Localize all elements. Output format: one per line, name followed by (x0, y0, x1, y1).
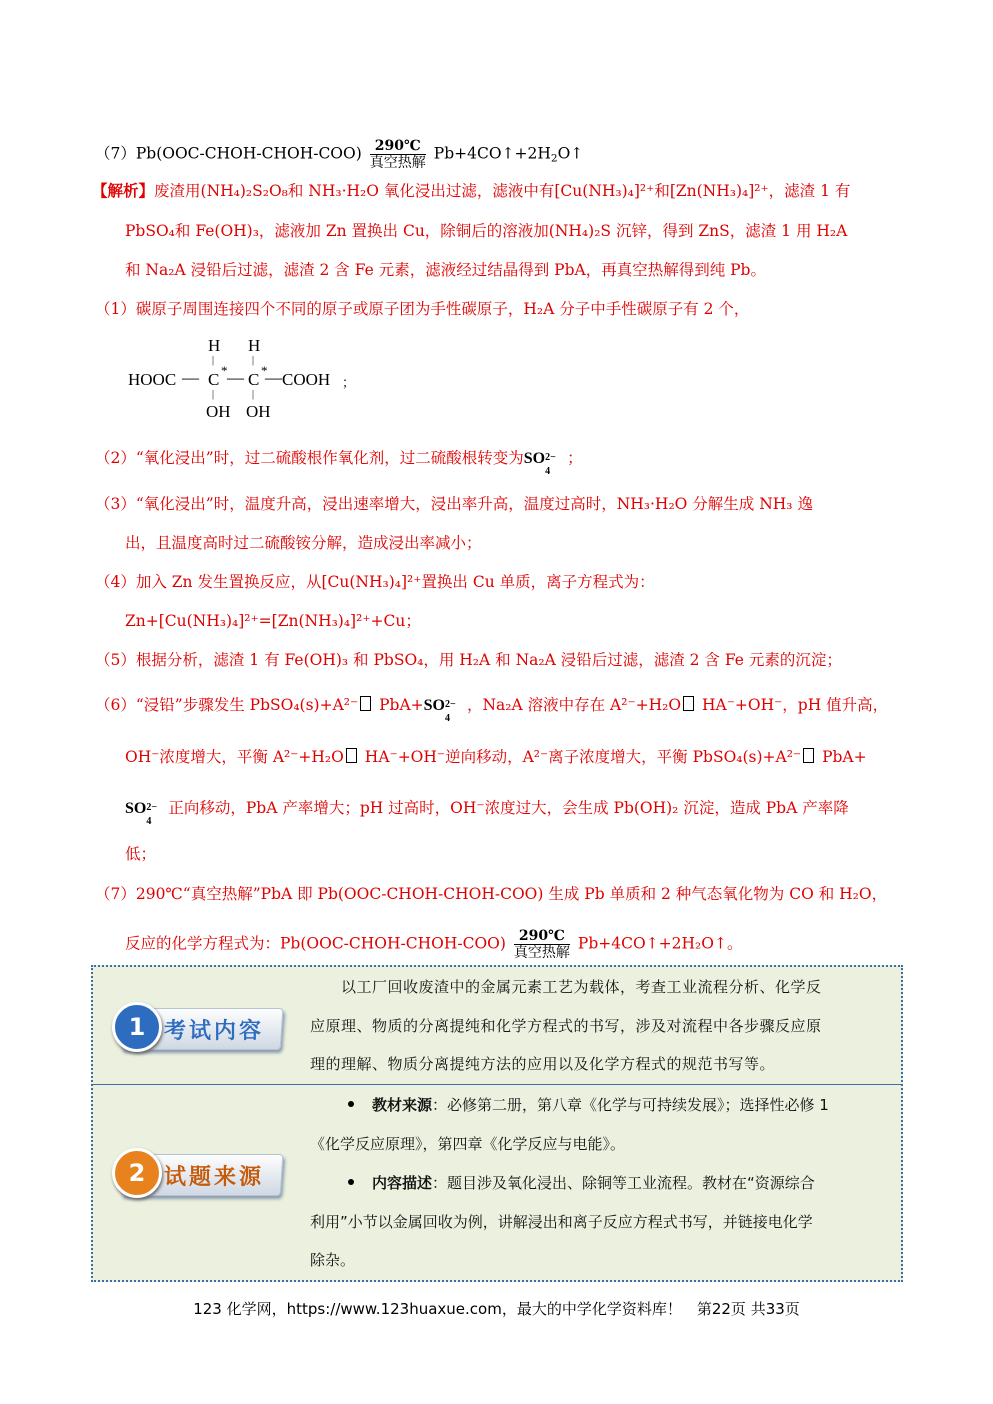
punctuation: ； (342, 375, 356, 390)
sulfate-ion (523, 450, 567, 477)
bullet-icon (348, 1101, 354, 1107)
analysis-text: 废渣用(NH₄)₂S₂O₈和 NH₃·H₂O 氧化浸出过滤，滤液中有[Cu(NH₃)₄]²⁺和[Zn(NH₃)₄]²⁺，滤渣 1 有 (154, 182, 851, 200)
page-footer: 123 化学网，https://www.123huaxue.com，最大的中学化学资料库！ 第22页 共33页 (193, 1300, 800, 1318)
badge-number: 2 (112, 1148, 162, 1198)
chiral-carbon: C (248, 370, 260, 389)
analysis-line-1 (92, 180, 850, 202)
ion-base: SO (423, 697, 445, 714)
group-hooc: HOOC (128, 370, 177, 389)
ion-base: SO (125, 800, 147, 817)
condition-method: 真空热解 (369, 155, 426, 171)
answer-7-line-1: （7）290℃“真空热解”PbA 即 Pb(OOC-CHOH-CHOH-COO) 生成 Pb 单质和 2 种气态氧化物为 CO 和 H₂O， (95, 885, 888, 903)
equation-end: O↑ (557, 144, 584, 163)
badge-number: 1 (112, 1002, 162, 1052)
desc-text: ：题目涉及氧化浸出、除铜等工业流程。教材在“资源综合 (432, 1174, 815, 1192)
condition-temp: 290℃ (514, 928, 570, 945)
sulfate-ion (423, 697, 467, 724)
badge-question-source (112, 1148, 280, 1198)
answer-text: （2）“氧化浸出”时，过二硫酸根作氧化剂，过二硫酸根转变为 (95, 449, 524, 467)
answer-3-line-1: （3）“氧化浸出”时，温度升高，浸出速率增大，浸出率升高，温度过高时，NH₃·H₂O 分解生成 NH₃ 逸 (95, 495, 813, 513)
info-box-divider (91, 1084, 903, 1085)
bond-line: — (182, 368, 199, 387)
exam-content-line-3: 理的理解、物质分离提纯方法的应用以及化学方程式的规范书写等。 (310, 1055, 776, 1073)
equation-reactant: （7）Pb(OOC-CHOH-CHOH-COO) (95, 144, 362, 163)
equation-7 (95, 138, 583, 171)
answer-text: HA⁻+OH⁻逆向移动，A²⁻离子浓度增大，平衡 PbSO₄(s)+A²⁻ (364, 748, 802, 766)
answer-text: OH⁻浓度增大，平衡 A²⁻+H₂O (125, 748, 344, 766)
answer-2: （2）“氧化浸出”时，过二硫酸根作氧化剂，过二硫酸根转变为SO 2− 4 ； (95, 449, 583, 477)
equation-products: Pb+4CO↑+2H (433, 144, 551, 163)
bond-line: | (212, 389, 215, 400)
bond-line: — (227, 368, 244, 387)
answer-6-line-3 (125, 797, 849, 827)
source-label: 教材来源 (372, 1096, 433, 1114)
answer-text: Pb+4CO↑+2H₂O↑。 (577, 934, 743, 953)
answer-text: 正向移动，PbA 产率增大；pH 过高时，OH⁻浓度过大，会生成 Pb(OH)₂ 沉淀，造成 PbA 产率降 (168, 799, 849, 817)
answer-text: PbA+ (379, 696, 424, 714)
chiral-mark: * (261, 363, 268, 378)
ion-charge: 2− (444, 699, 456, 710)
desc-label: 内容描述 (372, 1174, 433, 1192)
answer-6-line-4: 低； (125, 845, 157, 863)
source-line-1 (348, 1094, 829, 1116)
answer-1: （1）碳原子周围连接四个不同的原子或原子团为手性碳原子，H₂A 分子中手性碳原子有 2 个， (95, 300, 750, 318)
badge-label: 试题来源 (164, 1165, 265, 1190)
bond-line: — (265, 368, 282, 387)
equilibrium-symbol (360, 696, 371, 711)
answer-3-line-2: 出，且温度高时过二硫酸铵分解，造成浸出率减小； (125, 534, 482, 552)
ion-base: SO (523, 450, 546, 467)
badge-exam-content (112, 1002, 280, 1052)
subscript: 2 (550, 152, 558, 165)
desc-line-3: 除杂。 (310, 1251, 356, 1269)
answer-text: HA⁻+OH⁻，pH 值升高， (702, 696, 889, 714)
answer-text: ，Na₂A 溶液中存在 A²⁻+H₂O (466, 696, 682, 714)
badge-label: 考试内容 (164, 1019, 265, 1044)
analysis-label: 【解析】 (92, 181, 155, 200)
chiral-carbon: C (208, 370, 220, 389)
answer-text: PbA+ (822, 748, 867, 766)
answer-text: （6）“浸铅”步骤发生 PbSO₄(s)+A²⁻ (95, 696, 359, 714)
desc-line-1 (348, 1172, 815, 1194)
bond-line: | (252, 389, 255, 400)
exam-content-line-1: 以工厂回收废渣中的金属元素工艺为载体，考查工业流程分析、化学反 (310, 978, 822, 996)
atom-h: H (208, 336, 221, 355)
tartaric-acid-structure (128, 336, 368, 426)
condition-method: 真空热解 (513, 945, 570, 961)
answer-6-line-2 (125, 746, 867, 768)
atom-h: H (248, 336, 261, 355)
answer-text: 反应的化学方程式为：Pb(OOC-CHOH-CHOH-COO) (125, 934, 506, 953)
ion-sub: 4 (146, 816, 152, 827)
answer-5: （5）根据分析，滤渣 1 有 Fe(OH)₃ 和 PbSO₄，用 H₂A 和 Na₂A 浸铅后过滤，滤渣 2 含 Fe 元素的沉淀； (95, 651, 842, 669)
group-cooh: COOH (282, 370, 331, 389)
source-line-2: 《化学反应原理》，第四章《化学反应与电能》。 (310, 1135, 626, 1153)
ion-charge: 2− (146, 802, 158, 813)
bond-line: | (212, 355, 215, 366)
ion-sub: 4 (444, 713, 450, 724)
desc-line-2: 利用”小节以金属回收为例，讲解浸出和离子反应方程式书写，并链接电化学 (310, 1213, 813, 1231)
ion-sub: 4 (545, 466, 551, 477)
equilibrium-symbol (683, 696, 694, 711)
reaction-condition (370, 138, 426, 171)
answer-4-line-2: Zn+[Cu(NH₃)₄]²⁺=[Zn(NH₃)₄]²⁺+Cu； (125, 612, 421, 630)
bond-line: | (252, 355, 255, 366)
group-oh: OH (206, 402, 231, 421)
group-oh: OH (246, 402, 271, 421)
ion-charge: 2− (545, 452, 556, 463)
answer-4-line-1: （4）加入 Zn 发生置换反应，从[Cu(NH₃)₄]²⁺置换出 Cu 单质，离子方程式为： (95, 573, 655, 591)
exam-content-line-2: 应原理、物质的分离提纯和化学方程式的书写，涉及对流程中各步骤反应原 (310, 1017, 822, 1035)
equilibrium-symbol (346, 748, 357, 763)
answer-6-line-1 (95, 694, 889, 724)
bullet-icon (348, 1179, 354, 1185)
analysis-line-2: PbSO₄和 Fe(OH)₃，滤液加 Zn 置换出 Cu，除铜后的溶液加(NH₄)₂S 沉锌，得到 ZnS，滤渣 1 用 H₂A (125, 222, 848, 240)
analysis-line-3: 和 Na₂A 浸铅后过滤，滤渣 2 含 Fe 元素，滤液经过结晶得到 PbA，再真空热解得到纯 Pb。 (125, 261, 766, 279)
sulfate-ion (125, 800, 168, 827)
chiral-mark: * (221, 363, 228, 378)
condition-temp: 290℃ (370, 138, 426, 155)
reaction-condition (514, 928, 570, 961)
source-text: ：必修第二册，第八章《化学与可持续发展》；选择性必修 1 (432, 1096, 829, 1114)
equilibrium-symbol (803, 748, 814, 763)
answer-7-line-2 (125, 928, 742, 961)
